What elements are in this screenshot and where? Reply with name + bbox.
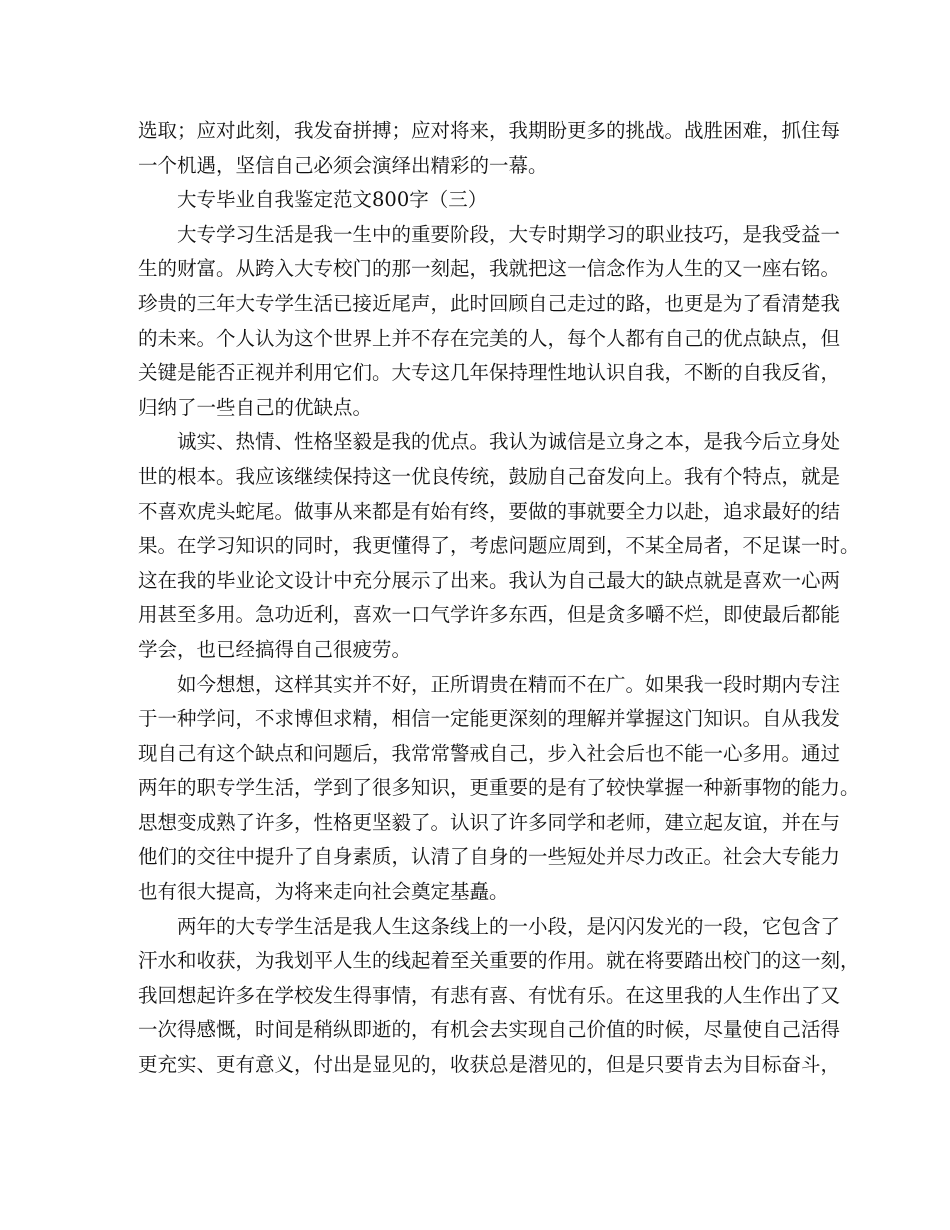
text-line: 诚实、热情、性格坚毅是我的优点。我认为诚信是立身之本，是我今后立身处 — [177, 430, 841, 454]
text-line: 这在我的毕业论文设计中充分展示了出来。我认为自己最大的缺点就是喜欢一心两 — [138, 568, 841, 592]
text-line: 大专学习生活是我一生中的重要阶段，大专时期学习的职业技巧，是我受益一 — [177, 222, 841, 246]
text-line: 汗水和收获，为我划平人生的线起着至关重要的作用。就在将要踏出校门的这一刻， — [138, 949, 860, 973]
text-line: 更充实、更有意义，付出是显见的，收获总是潜见的，但是只要肯去为目标奋斗， — [138, 1053, 841, 1077]
text-line: 思想变成熟了许多，性格更坚毅了。认识了许多同学和老师，建立起友谊，并在与 — [138, 810, 841, 834]
text-line: 生的财富。从跨入大专校门的那一刻起，我就把这一信念作为人生的又一座右铭。 — [138, 257, 841, 281]
text-line: 珍贵的三年大专学生活已接近尾声，此时回顾自己走过的路，也更是为了看清楚我 — [138, 291, 841, 315]
text-line: 学会，也已经搞得自己很疲劳。 — [138, 637, 412, 661]
text-line: 大专毕业自我鉴定范文800字（三） — [177, 188, 488, 212]
text-line: 果。在学习知识的同时，我更懂得了，考虑问题应周到，不某全局者，不足谋一时。 — [138, 534, 860, 558]
text-line: 选取；应对此刻，我发奋拼搏；应对将来，我期盼更多的挑战。战胜困难，抓住每 — [138, 119, 841, 142]
text-line: 我回想起许多在学校发生得事情，有悲有喜、有忧有乐。在这里我的人生作出了又 — [138, 983, 841, 1007]
text-line: 两年的大专学生活是我人生这条线上的一小段，是闪闪发光的一段，它包含了 — [177, 914, 841, 938]
text-line: 一个机遇，坚信自己必须会演绎出精彩的一幕。 — [138, 153, 548, 177]
text-line: 不喜欢虎头蛇尾。做事从来都是有始有终，要做的事就要全力以赴，追求最好的结 — [138, 499, 841, 523]
text-line: 关键是能否正视并利用它们。大专这几年保持理性地认识自我，不断的自我反省， — [138, 361, 841, 385]
text-line: 用甚至多用。急功近利，喜欢一口气学许多东西，但是贪多嚼不烂，即使最后都能 — [138, 603, 841, 627]
text-line: 也有很大提高，为将来走向社会奠定基矗。 — [138, 880, 509, 904]
text-line: 现自己有这个缺点和问题后，我常常警戒自己，步入社会后也不能一心多用。通过 — [138, 741, 841, 765]
text-line: 的未来。个人认为这个世界上并不存在完美的人，每个人都有自己的优点缺点，但 — [138, 326, 841, 350]
text-line: 一次得感慨，时间是稍纵即逝的，有机会去实现自己价值的时候，尽量使自己活得 — [138, 1018, 841, 1042]
text-line: 两年的职专学生活，学到了很多知识，更重要的是有了较快掌握一种新事物的能力。 — [138, 776, 860, 800]
text-line: 如今想想，这样其实并不好，正所谓贵在精而不在广。如果我一段时期内专注 — [177, 672, 841, 696]
text-line: 归纳了一些自己的优缺点。 — [138, 395, 373, 419]
text-line: 于一种学问，不求博但求精，相信一定能更深刻的理解并掌握这门知识。自从我发 — [138, 707, 841, 731]
document-page — [138, 114, 860, 1083]
text-line: 世的根本。我应该继续保持这一优良传统，鼓励自己奋发向上。我有个特点，就是 — [138, 464, 841, 488]
text-line: 他们的交往中提升了自身素质，认清了自身的一些短处并尽力改正。社会大专能力 — [138, 845, 841, 869]
